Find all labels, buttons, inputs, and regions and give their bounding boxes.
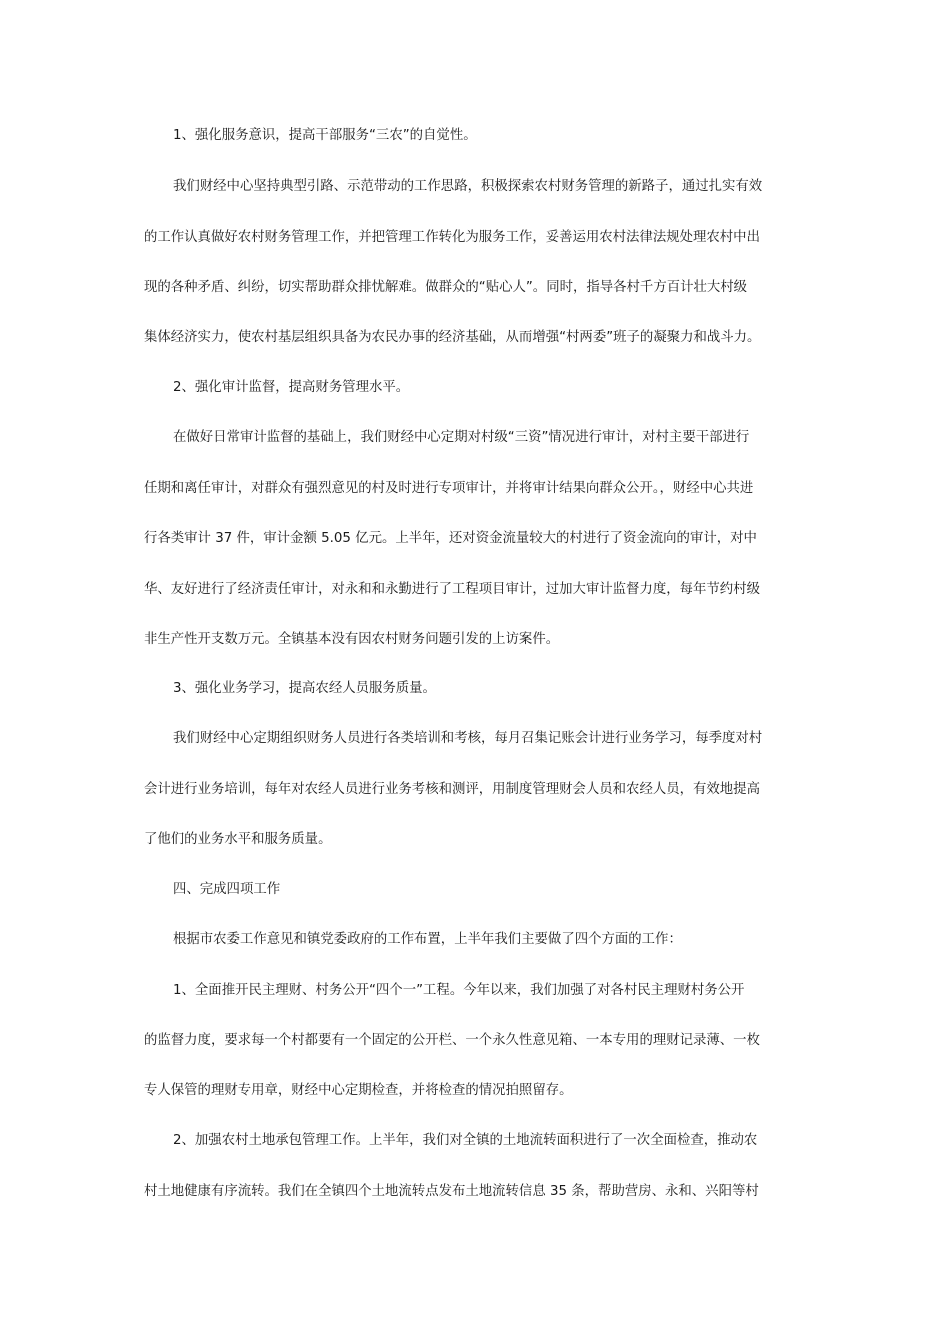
paragraph-line: 村土地健康有序流转。我们在全镇四个土地流转点发布土地流转信息 35 条，帮助营房、永和、兴阳等村 xyxy=(144,1184,759,1199)
heading-service-awareness: 1、强化服务意识，提高干部服务“三农”的自觉性。 xyxy=(173,128,477,143)
heading-audit-supervision: 2、强化审计监督，提高财务管理水平。 xyxy=(173,380,410,395)
paragraph-line: 1、全面推开民主理财、村务公开“四个一”工程。今年以来，我们加强了对各村民主理财村务公开 xyxy=(173,983,745,998)
paragraph-line: 专人保管的理财专用章，财经中心定期检查，并将检查的情况拍照留存。 xyxy=(144,1083,573,1098)
paragraph-line: 会计进行业务培训，每年对农经人员进行业务考核和测评，用制度管理财会人员和农经人员，有效地提高 xyxy=(144,782,760,797)
paragraph-line: 现的各种矛盾、纠纷，切实帮助群众排忧解难。做群众的“贴心人”。同时，指导各村千方百计壮大村级 xyxy=(144,280,748,295)
paragraph-line: 任期和离任审计，对群众有强烈意见的村及时进行专项审计，并将审计结果向群众公开。，财经中心共进 xyxy=(144,481,754,496)
section-heading-four-tasks: 四、完成四项工作 xyxy=(173,882,281,897)
paragraph-line: 我们财经中心定期组织财务人员进行各类培训和考核，每月召集记账会计进行业务学习，每季度对村 xyxy=(173,731,763,746)
paragraph-line: 在做好日常审计监督的基础上，我们财经中心定期对村级“三资”情况进行审计，对村主要干部进行 xyxy=(173,430,750,445)
paragraph-line: 非生产性开支数万元。全镇基本没有因农村财务问题引发的上访案件。 xyxy=(144,632,560,647)
heading-business-study: 3、强化业务学习，提高农经人员服务质量。 xyxy=(173,681,436,696)
paragraph-line: 集体经济实力，使农村基层组织具备为农民办事的经济基础，从而增强“村两委”班子的凝聚力和战斗力。 xyxy=(144,330,761,345)
paragraph-line: 根据市农委工作意见和镇党委政府的工作布置，上半年我们主要做了四个方面的工作： xyxy=(173,932,682,947)
paragraph-line: 了他们的业务水平和服务质量。 xyxy=(144,832,332,847)
paragraph-line: 行各类审计 37 件，审计金额 5.05 亿元。上半年，还对资金流量较大的村进行了资金流向的审计，对中 xyxy=(144,531,757,546)
paragraph-line: 华、友好进行了经济责任审计，对永和和永勤进行了工程项目审计，过加大审计监督力度，每年节约村级 xyxy=(144,582,760,597)
paragraph-line: 2、加强农村土地承包管理工作。上半年，我们对全镇的土地流转面积进行了一次全面检查，推动农 xyxy=(173,1133,758,1148)
paragraph-line: 我们财经中心坚持典型引路、示范带动的工作思路，积极探索农村财务管理的新路子，通过扎实有效 xyxy=(173,179,763,194)
paragraph-line: 的工作认真做好农村财务管理工作，并把管理工作转化为服务工作，妥善运用农村法律法规处理农村中出 xyxy=(144,230,760,245)
paragraph-line: 的监督力度，要求每一个村都要有一个固定的公开栏、一个永久性意见箱、一本专用的理财记录薄、一枚 xyxy=(144,1033,760,1048)
